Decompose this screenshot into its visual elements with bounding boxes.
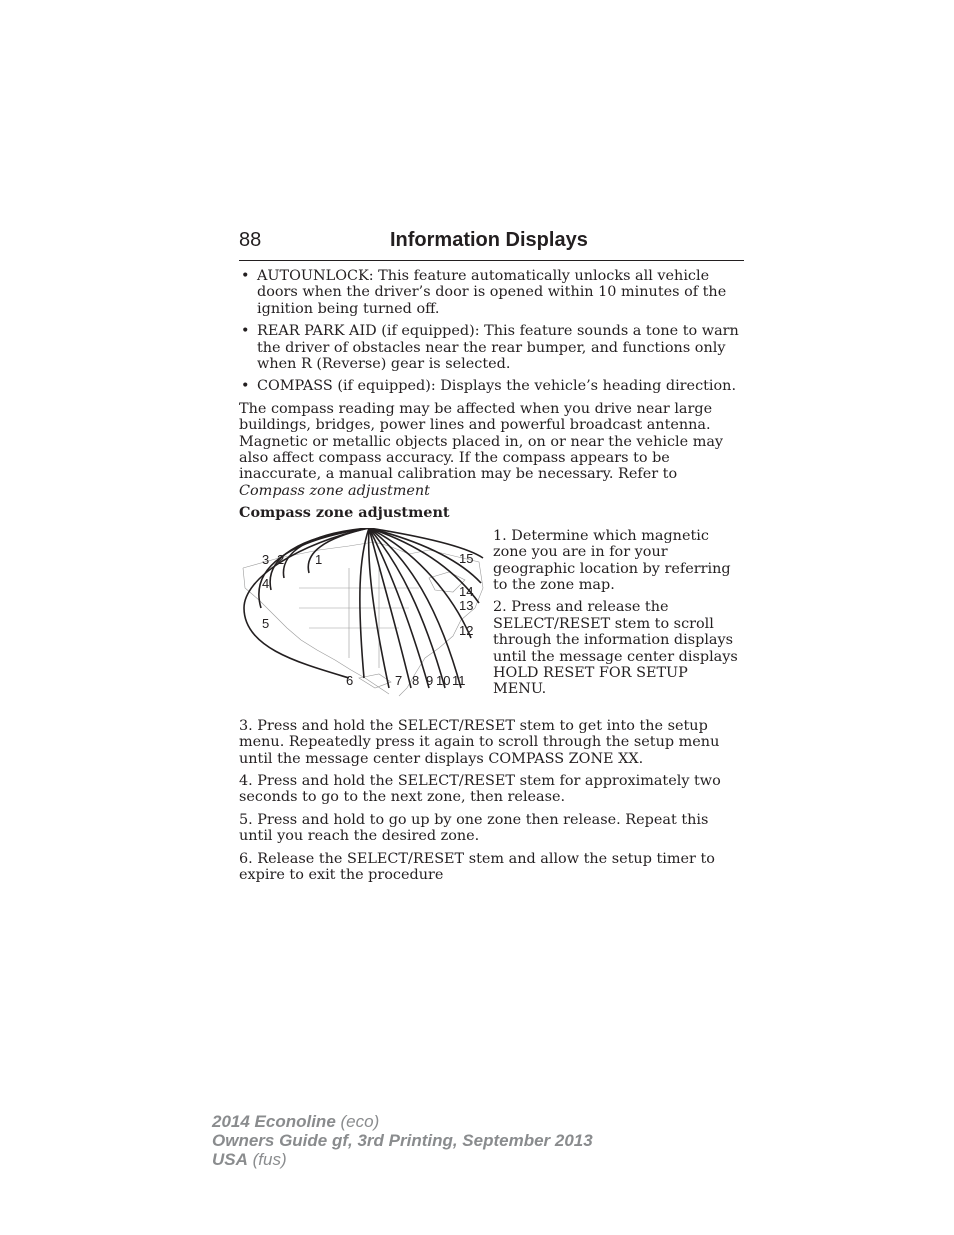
list-item: • COMPASS (if equipped): Displays the vehicle’s heading direction. [239,378,744,394]
compass-paragraph [239,401,744,499]
zone-label: 10 [436,672,451,688]
zone-label: 13 [459,597,474,613]
zone-label: 15 [459,550,474,566]
steps-right [493,528,744,704]
page-footer [212,1112,593,1169]
footer-model: 2014 Econoline [212,1112,336,1131]
compass-paragraph-text: The compass reading may be affected when you drive near large buildings, bridges, power lines and powerful broadcast antenna. Magnetic or metallic objects placed in, on or near the vehicle may also affect compass accuracy. If the compass appears to be inaccurate, a manual calibration may be necessary. Refer to [239,400,724,483]
zone-label: 9 [426,672,434,688]
page-number: 88 [239,229,262,251]
steps-below [239,718,744,884]
zone-label: 3 [262,551,270,567]
zone-label: 6 [346,672,354,688]
compass-zone-reference: Compass zone adjustment [239,482,430,499]
list-item: • REAR PARK AID (if equipped): This feature sounds a tone to warn the driver of obstacles near the rear bumper, and functions only when R (Reverse) gear is selected. [239,323,744,372]
page-header [239,229,744,261]
step-3: 3. Press and hold the SELECT/RESET stem to get into the setup menu. Repeatedly press it again to scroll through the setup menu until the message center displays COMPASS ZONE XX. [239,717,720,767]
step-1: 1. Determine which magnetic zone you are in for your geographic location by referring to the zone map. [493,527,731,593]
zone-labels [262,551,473,688]
compass-zone-map [239,528,485,698]
zone-label: 11 [452,672,466,688]
zone-label: 12 [459,622,474,638]
zone-map-illustration [239,528,485,698]
zone-label: 1 [315,551,323,567]
list-item: • AUTOUNLOCK: This feature automatically unlocks all vehicle doors when the driver’s door is opened within 10 minutes of the ignition being turned off. [239,268,744,317]
footer-market-line [212,1150,593,1169]
footer-market: USA [212,1150,248,1169]
feature-list [239,268,744,395]
zone-label: 14 [459,583,474,599]
zone-label: 2 [277,551,285,567]
section-heading: Compass zone adjustment [239,504,450,522]
step-5: 5. Press and hold to go up by one zone then release. Repeat this until you reach the desired zone. [239,811,709,845]
step-4: 4. Press and hold the SELECT/RESET stem for approximately two seconds to go to the next zone, then release. [239,772,721,806]
zone-label: 8 [412,672,420,688]
step-6: 6. Release the SELECT/RESET stem and allow the setup timer to expire to exit the procedure [239,850,715,883]
footer-model-line [212,1112,593,1131]
step-2: 2. Press and release the SELECT/RESET stem to scroll through the information displays until the message center displays HOLD RESET FOR SETUP MENU. [493,599,738,698]
zone-label: 5 [262,615,270,631]
figure-row [239,528,744,704]
footer-guide: Owners Guide gf, 3rd Printing, September 2013 [212,1131,593,1150]
footer-market-code: (fus) [252,1150,287,1169]
zone-label: 4 [262,575,270,591]
footer-model-code: (eco) [340,1112,380,1131]
zone-label: 7 [395,672,403,688]
page-content [239,268,744,889]
page-title: Information Displays [390,229,588,251]
